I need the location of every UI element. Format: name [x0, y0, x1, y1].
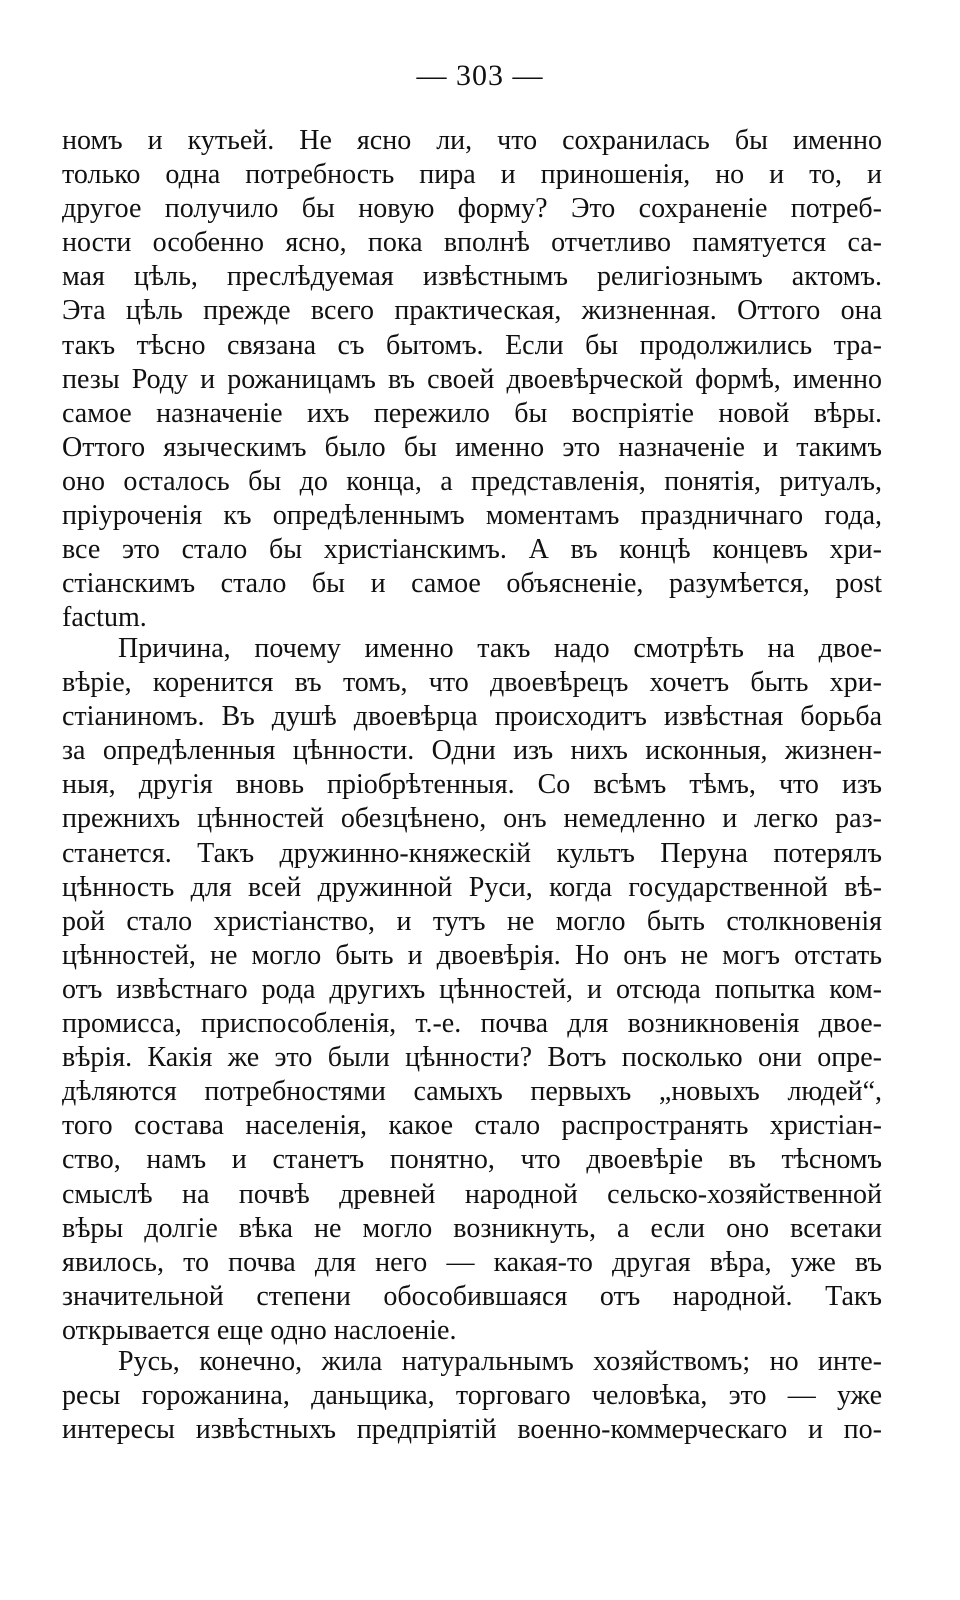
paragraph-2	[62, 632, 882, 1348]
text-line: дѣляются потребностями самыхъ первыхъ „новыхъ людей“,	[62, 1076, 882, 1108]
text-line: прежнихъ цѣнностей обезцѣнено, онъ немедленно и легко раз-	[62, 803, 882, 835]
text-line: станется. Такъ дружинно-княжескій культъ Перуна потерялъ	[62, 837, 882, 869]
text-line: только одна потребность пира и приношенія, но и то, и	[62, 159, 882, 191]
text-line: все это стало бы христіанскимъ. А въ концѣ концевъ хри-	[62, 534, 882, 566]
text-line: Причина, почему именно такъ надо смотрѣть на двое-	[118, 633, 882, 664]
text-line: промисса, приспособленія, т.-е. почва для возникновенія двое-	[62, 1008, 882, 1040]
paragraph-3	[62, 1345, 882, 1447]
text-line: оно осталось бы до конца, а представленія, понятія, ритуалъ,	[62, 465, 882, 497]
text-line: открывается еще одно наслоеніе.	[62, 1314, 457, 1346]
text-line: Эта цѣль прежде всего практическая, жизненная. Оттого она	[62, 295, 882, 327]
text-line: цѣнностей, не могло быть и двоевѣрія. Но онъ не могъ отстать	[62, 939, 882, 971]
text-line: стіаниномъ. Въ душѣ двоевѣрца происходитъ извѣстная борьба	[62, 701, 882, 733]
text-line: мая цѣль, преслѣдуемая извѣстнымъ религіознымъ актомъ.	[62, 261, 882, 293]
text-line: рой стало христіанство, и тутъ не могло быть столкновенія	[62, 905, 882, 937]
text-line: вѣріе, коренится въ томъ, что двоевѣрецъ хочетъ быть хри-	[62, 667, 882, 699]
text-line: номъ и кутьей. Не ясно ли, что сохранилась бы именно	[62, 125, 882, 156]
text-line: ныя, другія вновь пріобрѣтенныя. Со всѣмъ тѣмъ, что изъ	[62, 769, 882, 801]
text-line: того состава населенія, какое стало распространять христіан-	[62, 1110, 882, 1142]
text-line: стіанскимъ стало бы и самое объясненіе, разумѣется, post	[62, 568, 882, 600]
text-line: factum.	[62, 602, 147, 634]
text-line: цѣнность для всей дружинной Руси, когда государственной вѣ-	[62, 871, 882, 903]
text-line: за опредѣленныя цѣнности. Одни изъ нихъ исконныя, жизнен-	[62, 735, 882, 767]
text-line: вѣрія. Какія же это были цѣнности? Вотъ посколько они опре-	[62, 1042, 882, 1074]
text-line: самое назначеніе ихъ пережило бы воспріятіе новой вѣры.	[62, 397, 882, 429]
text-line: пріуроченія къ опредѣленнымъ моментамъ праздничнаго года,	[62, 500, 882, 532]
text-line: интересы извѣстныхъ предпріятій военно-коммерческаго и по-	[62, 1414, 882, 1446]
text-line: такъ тѣсно связана съ бытомъ. Если бы продолжились тра-	[62, 329, 882, 361]
text-line: Русь, конечно, жила натуральнымъ хозяйствомъ; но инте-	[118, 1346, 882, 1377]
page-number: — 303 —	[416, 59, 544, 92]
text-line: Оттого языческимъ было бы именно это назначеніе и такимъ	[62, 431, 882, 463]
text-line: другое получило бы новую форму? Это сохраненіе потреб-	[62, 193, 882, 225]
text-line: пезы Роду и рожаницамъ въ своей двоевѣрческой формѣ, именно	[62, 363, 882, 395]
text-line: вѣры долгіе вѣка не могло возникнуть, а если оно всетаки	[62, 1212, 882, 1244]
paragraph-1	[62, 124, 882, 635]
text-line: ресы горожанина, даньщика, торговаго человѣка, это — уже	[62, 1380, 882, 1412]
text-line: ство, намъ и станетъ понятно, что двоевѣріе въ тѣсномъ	[62, 1144, 882, 1176]
text-line: значительной степени обособившаяся отъ народной. Такъ	[62, 1280, 882, 1312]
text-line: смыслѣ на почвѣ древней народной сельско-хозяйственной	[62, 1178, 882, 1210]
text-line: ности особенно ясно, пока вполнѣ отчетливо памятуется са-	[62, 227, 882, 259]
text-line: отъ извѣстнаго рода другихъ цѣнностей, и отсюда попытка ком-	[62, 973, 882, 1005]
text-line: явилось, то почва для него — какая-то другая вѣра, уже въ	[62, 1246, 882, 1278]
